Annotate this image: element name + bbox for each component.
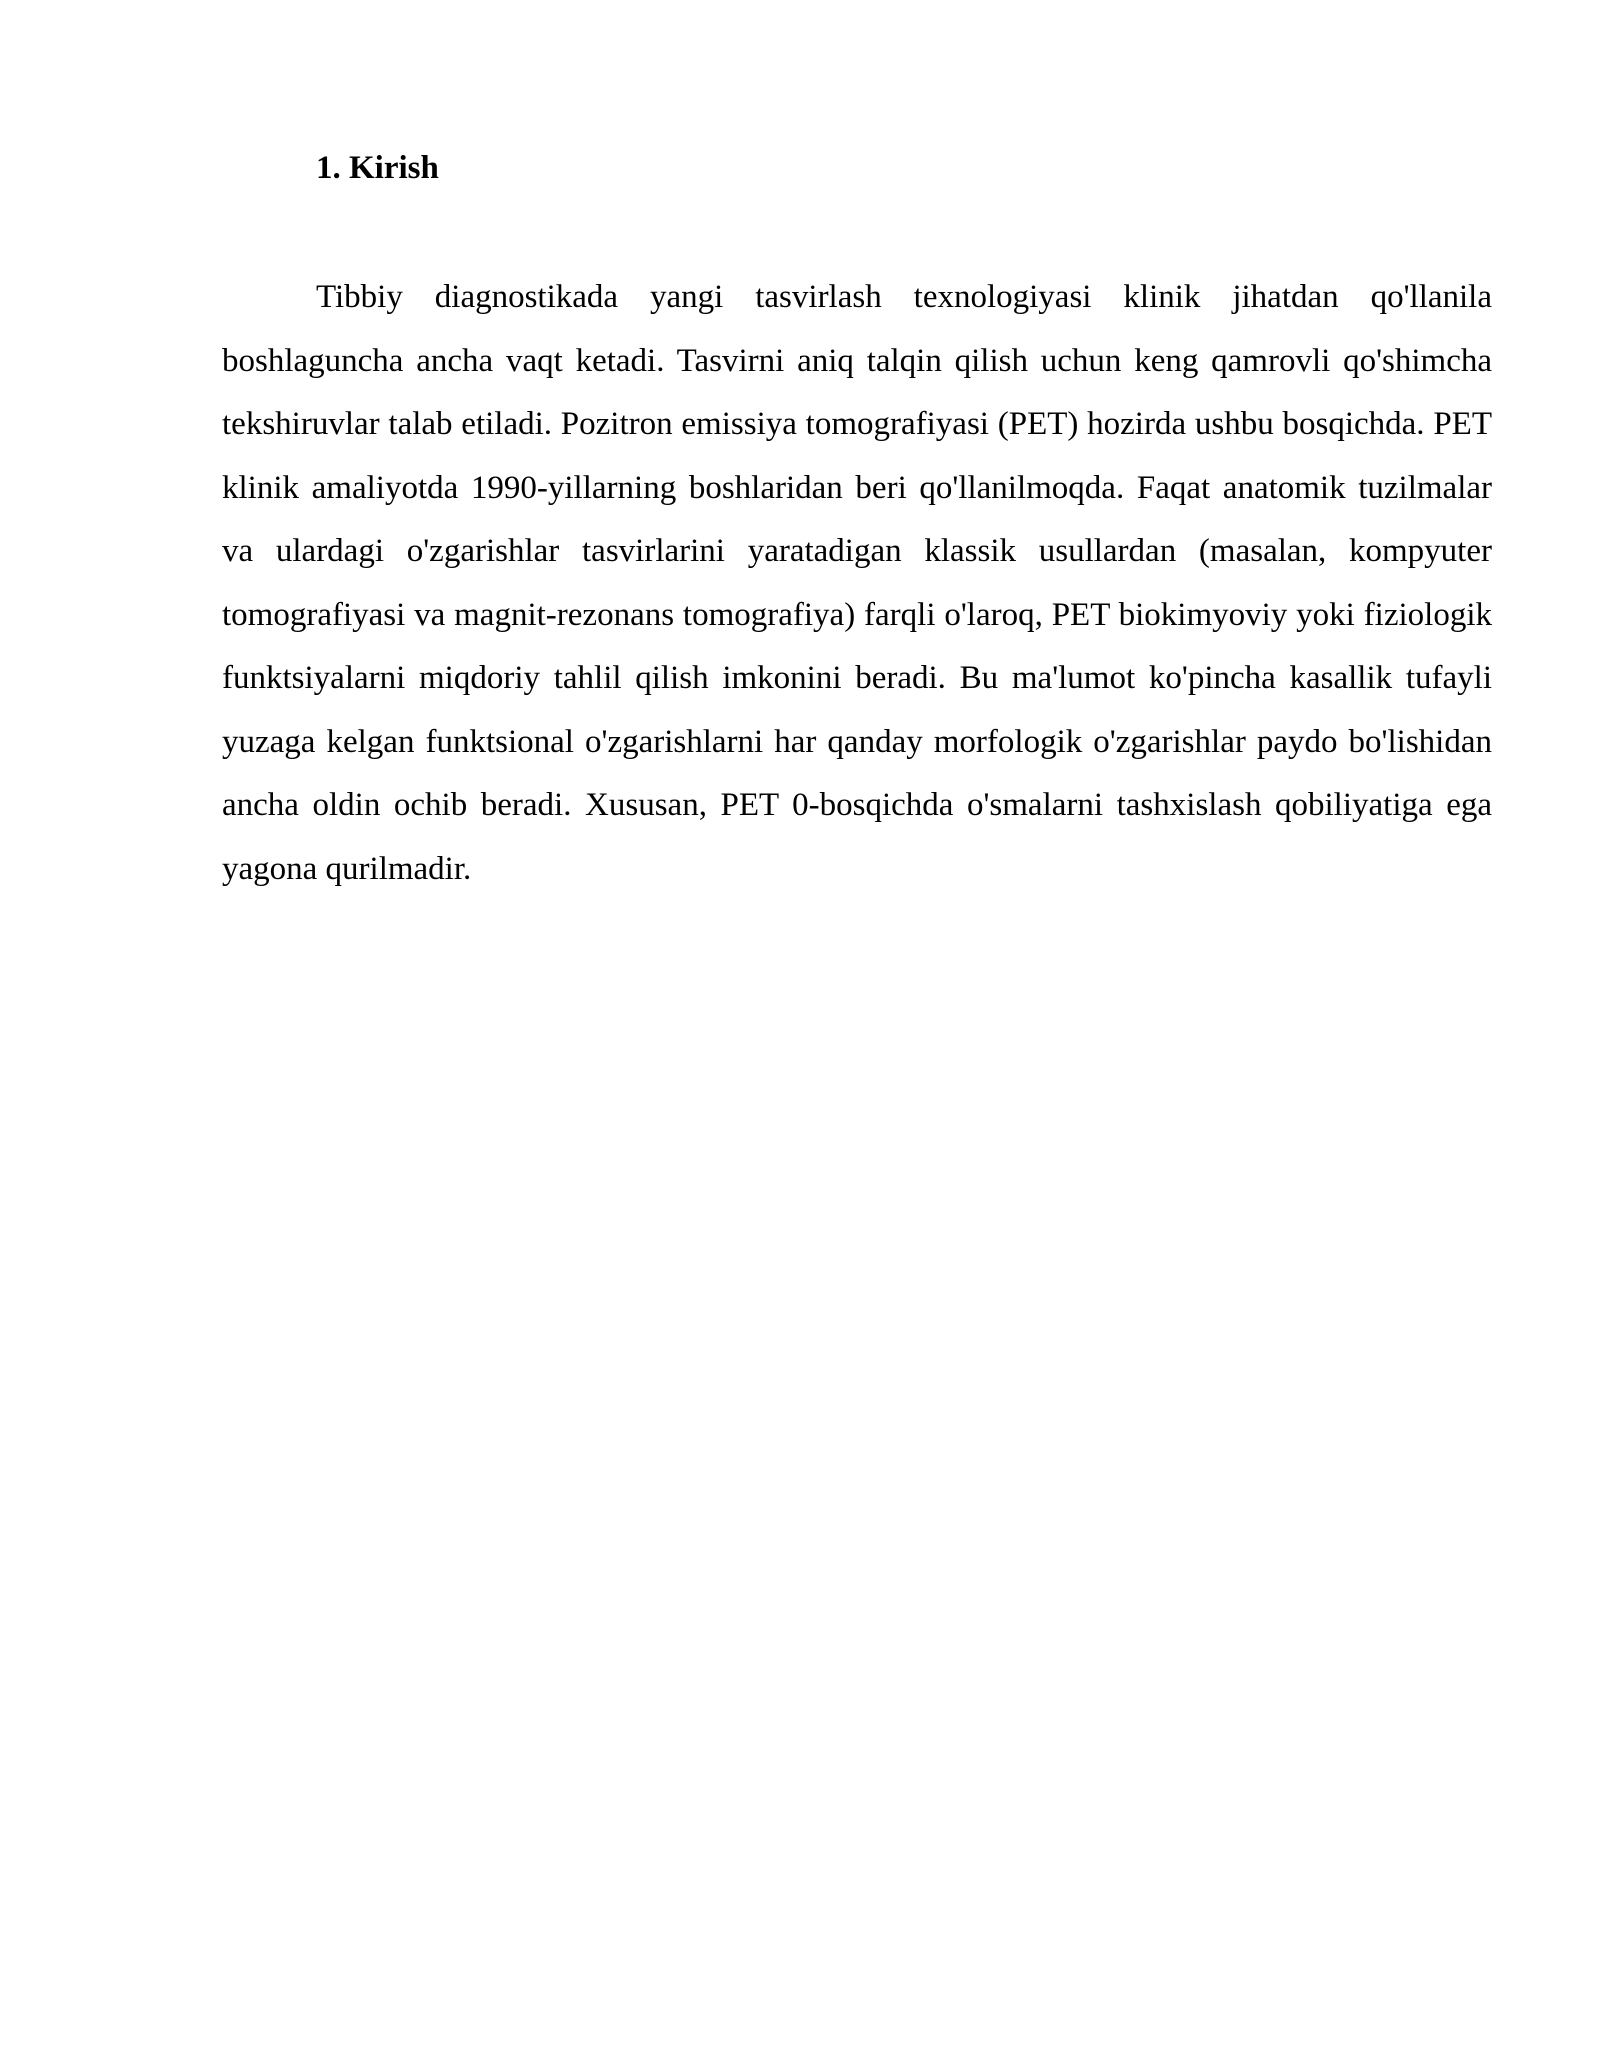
section-heading: 1. Kirish (316, 150, 439, 186)
body-paragraph: Tibbiy diagnostikada yangi tasvirlash texnologiyasi klinik jihatdan qo'llanila boshlaguncha ancha vaqt ketadi. Tasvirni aniq talqin qilish uchun keng qamrovli qo'shimcha tekshiruvlar talab etiladi. Pozitron emissiya tomografiyasi (PET) hozirda ushbu bosqichda. PET klinik amaliyotda 1990-yillarning boshlaridan beri qo'llanilmoqda. Faqat anatomik tuzilmalar va ulardagi o'zgarishlar tasvirlarini yaratadigan klassik usullardan (masalan, kompyuter tomografiyasi va magnit-rezonans tomografiya) farqli o'laroq, PET biokimyoviy yoki fiziologik funktsiyalarni miqdoriy tahlil qilish imkonini beradi. Bu ma'lumot ko'pincha kasallik tufayli yuzaga kelgan funktsional o'zgarishlarni har qanday morfologik o'zgarishlar paydo bo'lishidan ancha oldin ochib beradi. Xususan, PET 0-bosqichda o'smalarni tashxislash qobiliyatiga ega yagona qurilmadir. (222, 279, 1492, 887)
